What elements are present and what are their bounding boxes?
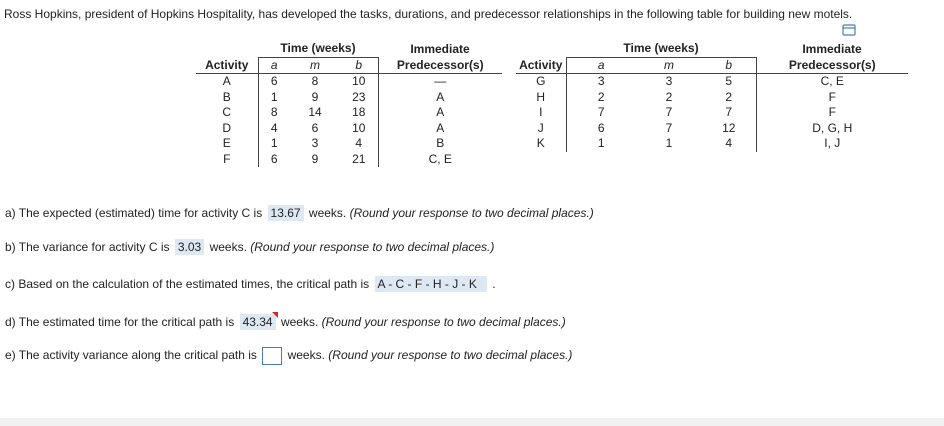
question-d-unit: weeks. [280,315,319,329]
table-row [516,105,908,121]
activity-cell: D [222,120,232,135]
b-cell: 23 [352,89,366,104]
m-cell: 8 [311,74,319,89]
a-cell: 6 [258,152,290,168]
a-cell: 1 [258,136,290,152]
a-cell: 3 [566,74,636,90]
table-row [196,74,502,90]
pred-cell: B [378,136,502,152]
m-cell: 7 [665,120,673,135]
table-row [516,90,908,106]
question-b-unit: weeks. [209,240,247,254]
m-cell: 1 [665,136,673,151]
a-cell: 7 [566,105,636,121]
question-a-text: a) The expected (estimated) time for activity C is [5,206,263,220]
question-b [5,239,494,255]
question-a-unit: weeks. [308,206,347,220]
table-row [196,152,502,168]
table-row [516,136,908,152]
m-header: m [636,57,702,74]
footer-bar [0,418,944,426]
a-cell: 6 [258,74,290,90]
immediate-header: Immediate [802,41,862,56]
predecessors-header: Predecessor(s) [378,57,502,74]
question-d-text: d) The estimated time for the critical path is [5,315,235,329]
activity-cell: J [537,120,544,135]
m-cell: 9 [311,151,319,166]
table-row [196,136,502,152]
activity-table-right [516,41,908,152]
predecessors-header: Predecessor(s) [756,57,908,74]
a-cell: 1 [258,90,290,106]
a-header: a [258,57,290,74]
activity-cell: H [536,89,546,104]
question-c [5,276,496,292]
b-cell: 12 [722,120,736,135]
table-row [196,105,502,121]
problem-statement: Ross Hopkins, president of Hopkins Hospitality, has developed the tasks, durations, and predecessor relationships in the following table for building new motels. [4,7,853,21]
table-row [196,90,502,106]
activity-table-left [196,41,502,167]
table-row [516,121,908,137]
b-cell: 7 [725,105,733,120]
a-cell: 4 [258,121,290,137]
answer-b-field[interactable]: 3.03 [175,239,204,255]
question-d-note: (Round your response to two decimal places.) [321,315,566,329]
m-cell: 14 [308,105,322,120]
activity-header: Activity [516,57,566,74]
m-cell: 9 [311,89,319,104]
critical-path-dropdown[interactable]: A - C - F - H - J - K [375,276,487,292]
b-cell: 4 [725,136,733,151]
pred-cell: — [378,74,502,90]
question-a-note: (Round your response to two decimal places.) [349,206,594,220]
question-a [5,205,594,221]
copy-icon[interactable] [842,24,856,36]
question-c-period: . [492,277,496,291]
question-d [5,314,566,330]
activity-cell: C [222,105,232,120]
table-row [196,121,502,137]
b-cell: 21 [352,151,366,166]
answer-d-field[interactable]: 43.34 [240,314,276,330]
m-cell: 3 [665,74,673,89]
pred-cell: D, G, H [756,121,908,137]
question-e-note: (Round your response to two decimal places.) [328,348,573,363]
a-cell: 2 [566,90,636,106]
activity-header: Activity [196,57,258,74]
pred-cell: I, J [756,136,908,152]
pred-cell: A [378,105,502,121]
pred-cell: C, E [756,74,908,90]
time-weeks-header: Time (weeks) [258,41,378,57]
time-weeks-header: Time (weeks) [566,41,756,57]
pred-cell: F [756,90,908,106]
answer-e-input[interactable] [262,347,282,365]
pred-cell: A [378,121,502,137]
activity-cell: I [539,105,543,120]
b-cell: 10 [352,74,366,89]
b-cell: 10 [352,120,366,135]
immediate-header: Immediate [410,41,470,56]
a-cell: 1 [566,136,636,152]
m-cell: 6 [311,120,319,135]
b-cell: 18 [352,105,366,120]
question-e-text: e) The activity variance along the critical path is [5,348,257,363]
question-b-text: b) The variance for activity C is [5,240,170,254]
m-cell: 3 [311,136,319,151]
question-b-note: (Round your response to two decimal places.) [250,240,495,254]
b-header: b [702,57,756,74]
question-c-text: c) Based on the calculation of the estimated times, the critical path is [5,277,370,291]
m-header: m [290,57,340,74]
m-cell: 2 [665,89,673,104]
b-cell: 2 [725,89,733,104]
activity-cell: K [536,136,545,151]
pred-cell: C, E [378,152,502,168]
activity-cell: A [222,74,231,89]
question-e-unit: weeks. [287,348,325,363]
a-header: a [566,57,636,74]
question-e [5,347,572,365]
m-cell: 7 [665,105,673,120]
answer-a-field[interactable]: 13.67 [268,205,304,221]
activity-cell: B [222,89,231,104]
pred-cell: A [378,90,502,106]
b-cell: 4 [355,136,363,151]
b-cell: 5 [725,74,733,89]
activity-cell: E [222,136,231,151]
activity-cell: F [223,151,231,166]
b-header: b [340,57,378,74]
table-row [516,74,908,90]
a-cell: 6 [566,121,636,137]
activity-cell: G [536,74,546,89]
a-cell: 8 [258,105,290,121]
pred-cell: F [756,105,908,121]
